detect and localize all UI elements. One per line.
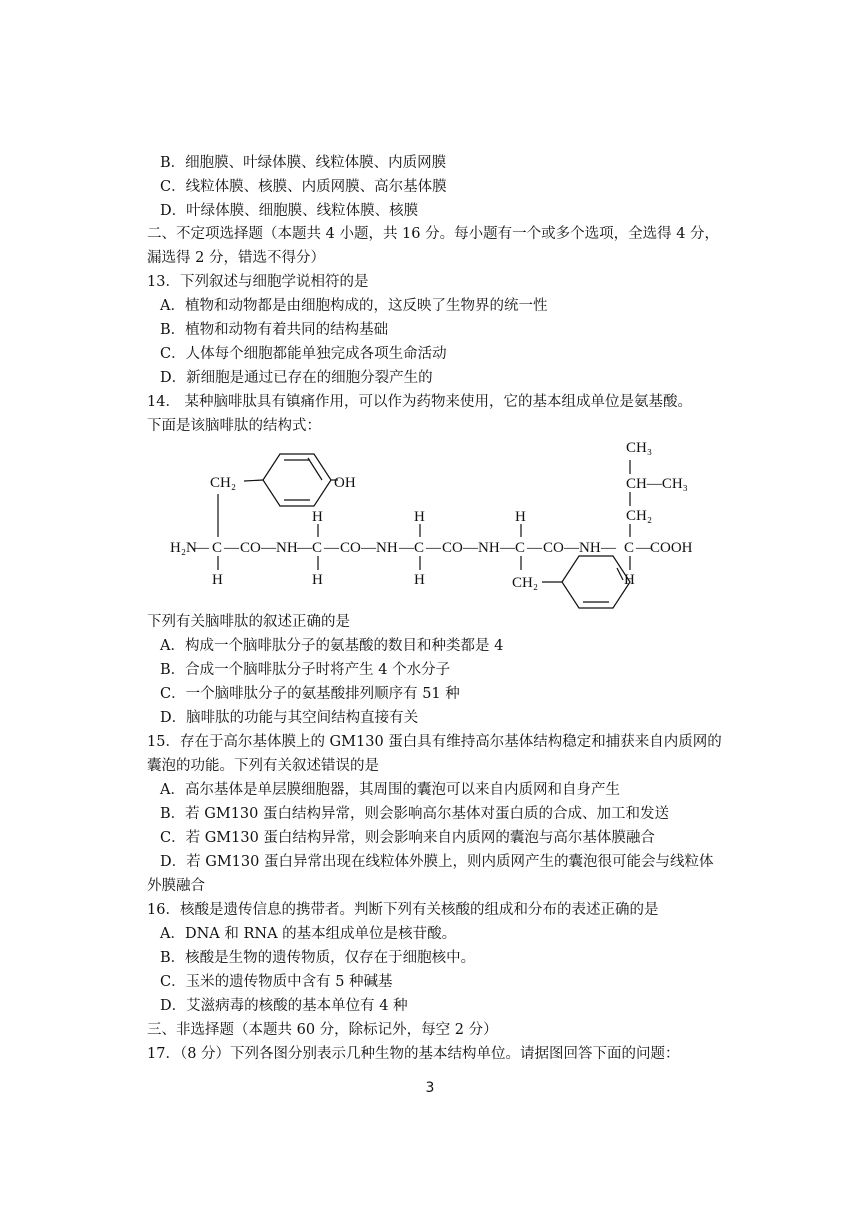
svg-text:—: — <box>261 540 276 556</box>
formula-h-top-2: H <box>312 509 323 525</box>
q13-option-b: B．植物和动物有着共同的结构基础 <box>160 322 389 338</box>
section3-header: 三、非选择题（本题共 60 分，除标记外，每空 2 分） <box>147 1022 498 1038</box>
formula-co-3: CO <box>442 540 463 556</box>
q14-option-a: A．构成一个脑啡肽分子的氨基酸的数目和种类都是 4 <box>160 638 504 654</box>
benzene-ring-right <box>562 556 630 608</box>
q16-option-a: A．DNA 和 RNA 的基本组成单位是核苷酸。 <box>160 926 457 942</box>
formula-h-bottom-2: H <box>312 572 323 588</box>
formula-oh: OH <box>334 475 356 491</box>
formula-cooh: COOH <box>650 540 693 556</box>
formula-ch2-bottom: CH₂ <box>512 575 539 591</box>
enkephalin-structural-formula <box>0 432 860 612</box>
q14-option-b: B．合成一个脑啡肽分子时将产生 4 个水分子 <box>160 662 451 678</box>
section2-header-line2: 漏选得 2 分，错选不得分） <box>147 250 325 266</box>
q15-stem-line1: 15．存在于高尔基体膜上的 GM130 蛋白具有维持高尔基体结构稳定和捕获来自内质网的 <box>147 734 722 750</box>
q16-option-d: D．艾滋病毒的核酸的基本单位有 4 种 <box>160 998 408 1014</box>
q15-option-b: B．若 GM130 蛋白结构异常，则会影响高尔基体对蛋白质的合成、加工和发送 <box>160 806 669 822</box>
svg-text:—: — <box>361 540 376 556</box>
svg-text:—: — <box>636 540 651 556</box>
svg-text:—: — <box>324 540 339 556</box>
formula-co-1: CO <box>240 540 261 556</box>
q14-question: 下列有关脑啡肽的叙述正确的是 <box>147 614 350 630</box>
formula-ch2-right: CH₂ <box>626 508 653 524</box>
q14-option-c: C．一个脑啡肽分子的氨基酸排列顺序有 51 种 <box>160 686 460 702</box>
formula-ch2-left: CH₂ <box>210 475 237 491</box>
formula-c-5: C <box>624 540 635 556</box>
q16-option-b: B．核酸是生物的遗传物质，仅存在于细胞核中。 <box>160 950 476 966</box>
q15-stem-line2: 囊泡的功能。下列有关叙述错误的是 <box>147 758 379 774</box>
q13-option-d: D．新细胞是通过已存在的细胞分裂产生的 <box>160 370 433 386</box>
q12-option-d: D．叶绿体膜、细胞膜、线粒体膜、核膜 <box>160 203 419 219</box>
formula-c-2: C <box>312 540 323 556</box>
svg-text:—: — <box>500 540 515 556</box>
svg-text:—: — <box>297 540 312 556</box>
q14-stem-line2: 下面是该脑啡肽的结构式： <box>147 418 321 434</box>
svg-text:—: — <box>224 540 239 556</box>
q12-option-b: B．细胞膜、叶绿体膜、线粒体膜、内质网膜 <box>160 155 447 171</box>
formula-h-bottom-5: H <box>624 572 635 588</box>
formula-nh-1: NH <box>276 540 298 556</box>
formula-nh-4: NH <box>579 540 601 556</box>
svg-text:—: — <box>426 540 441 556</box>
q15-option-c: C．若 GM130 蛋白结构异常，则会影响来自内质网的囊泡与高尔基体膜融合 <box>160 830 655 846</box>
page-number: 3 <box>425 1080 435 1096</box>
formula-co-4: CO <box>543 540 564 556</box>
q14-option-d: D．脑啡肽的功能与其空间结构直接有关 <box>160 710 419 726</box>
svg-text:—: — <box>463 540 478 556</box>
q16-option-c: C．玉米的遗传物质中含有 5 种碱基 <box>160 974 393 990</box>
svg-text:—: — <box>194 540 209 556</box>
section2-header-line1: 二、不定项选择题（本题共 4 小题，共 16 分。每小题有一个或多个选项，全选得 4 分， <box>147 226 720 242</box>
formula-h-top-3: H <box>414 509 425 525</box>
svg-text:—: — <box>399 540 414 556</box>
q12-option-c: C．线粒体膜、核膜、内质网膜、高尔基体膜 <box>160 179 447 195</box>
benzene-ring-left <box>263 454 331 506</box>
formula-ch3-top: CH₃ <box>626 440 653 456</box>
q15-option-d-line2: 外膜融合 <box>147 878 205 894</box>
formula-ch-ch3: CH—CH₃ <box>626 476 688 492</box>
q16-stem: 16．核酸是遗传信息的携带者。判断下列有关核酸的组成和分布的表述正确的是 <box>147 902 659 918</box>
q13-option-a: A．植物和动物都是由细胞构成的，这反映了生物界的统一性 <box>160 298 548 314</box>
formula-c-3: C <box>414 540 425 556</box>
svg-text:—: — <box>564 540 579 556</box>
formula-h-bottom-1: H <box>212 572 223 588</box>
svg-text:—: — <box>527 540 542 556</box>
q14-stem-line1: 14． 某种脑啡肽具有镇痛作用，可以作为药物来使用，它的基本组成单位是氨基酸。 <box>147 394 693 410</box>
formula-co-2: CO <box>340 540 361 556</box>
q13-stem: 13．下列叙述与细胞学说相符的是 <box>147 274 369 290</box>
q13-option-c: C．人体每个细胞都能单独完成各项生命活动 <box>160 346 447 362</box>
formula-h-bottom-3: H <box>414 572 425 588</box>
formula-h-top-4: H <box>515 509 526 525</box>
formula-h2n: H₂N <box>170 540 197 556</box>
svg-text:—: — <box>601 540 616 556</box>
formula-c-4: C <box>515 540 526 556</box>
q15-option-a: A．高尔基体是单层膜细胞器，其周围的囊泡可以来自内质网和自身产生 <box>160 782 620 798</box>
formula-c-1: C <box>212 540 223 556</box>
formula-nh-2: NH <box>376 540 398 556</box>
formula-nh-3: NH <box>478 540 500 556</box>
q15-option-d-line1: D．若 GM130 蛋白异常出现在线粒体外膜上，则内质网产生的囊泡很可能会与线粒体 <box>160 854 714 870</box>
q17-stem: 17．（8 分）下列各图分别表示几种生物的基本结构单位。请据图回答下面的问题： <box>147 1046 680 1062</box>
